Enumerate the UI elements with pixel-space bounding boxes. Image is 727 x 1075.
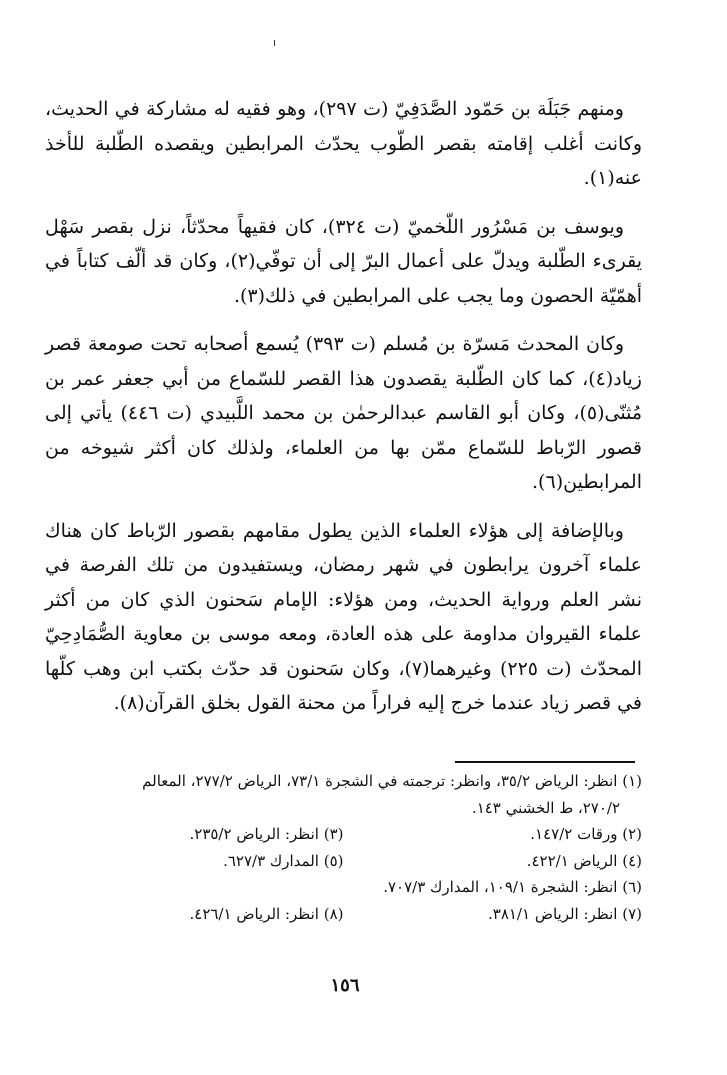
footnotes — [45, 768, 642, 927]
footnote-7: (٧) انظر: الرياض ٣٨١/١. — [487, 904, 642, 923]
page-number: ١٥٦ — [330, 975, 360, 996]
paragraph-4: وبالإضافة إلى هؤلاء العلماء الذين يطول مقامهم بقصور الرّباط كان هناك علماء آخرون يرابطون في شهر رمضان، ويستفيدون من تلك الفرصة في نشر العلم ورواية الحديث، ومن هؤلاء: الإمام سَحنون الذي كان من أكثر علماء القيروان مداومة على هذه العادة، ومعه موسى بن معاوية الصُّمَادِحِيّ المحدّث (ت ٢٢٥) وغيرهما(٧)، وكان سَحنون قد حدّث بكتب ابن وهب كلّها في قصر زياد عندما خرج إليه فراراً من محنة القول بخلق القرآن(٨). — [45, 519, 642, 714]
footnote-8: (٨) انظر: الرياض ٤٢٦/١. — [189, 904, 344, 923]
footnote-4: (٤) الرياض ٤٢٢/١. — [526, 851, 642, 870]
paragraph-2: ويوسف بن مَسْرُور اللّخميّ (ت ٣٢٤)، كان فقيهاً محدّثاً، نزل بقصر سَهْل يقرىء الطّلبة ويدلّ على أعمال البرّ إلى أن توفّي(٢)، وكان قد ألّف كتاباً في أهمّيّة الحصون وما يجب على المرابطين في ذلك(٣). — [45, 215, 642, 307]
footnote-row-2-3 — [45, 821, 642, 848]
footnote-separator — [455, 761, 635, 763]
paragraph-3: وكان المحدث مَسرّة بن مُسلم (ت ٣٩٣) يُسمع أصحابه تحت صومعة قصر زياد(٤)، كما كان الطّلبة يقصدون هذا القصر للسّماع من أبي جعفر عمر بن مُثنّى(٥)، وكان أبو القاسم عبدالرحمٰن بن محمد اللَّبيدي (ت ٤٤٦) يأتي إلى قصور الرّباط للسّماع ممّن بها من العلماء، ولذلك كان أكثر شيوخه من المرابطين(٦). — [45, 333, 643, 493]
footnote-1-line-1: (١) انظر: الرياض ٣٥/٢، وانظر: ترجمته في الشجرة ٧٣/١، الرياض ٢٧٧/٢، المعالم — [142, 772, 642, 790]
footnote-row-7-8 — [45, 901, 642, 928]
main-text — [45, 92, 642, 735]
footnote-1 — [45, 768, 642, 821]
footnote-3: (٣) انظر: الرياض ٢٣٥/٢. — [189, 825, 344, 843]
footnote-6: (٦) انظر: الشجرة ١٠٩/١، المدارك ٧٠٧/٣. — [383, 878, 642, 896]
footnote-2: (٢) ورقات ١٤٧/٢. — [530, 825, 642, 843]
paragraph-1: ومنهم جَبَلَة بن حَمّود الصَّدَفِيّ (ت ٢٩٧)، وهو فقيه له مشاركة في الحديث، وكانت أغلب إقامته بقصر الطّوب يحدّث المرابطين ويقصده الطّلبة للأخذ عنه(١). — [45, 98, 642, 189]
footnote-1-line-2: ٢٧٠/٢، ط الخشني ١٤٣. — [471, 798, 620, 817]
page-mark — [274, 40, 275, 46]
footnote-5: (٥) المدارك ٦٢٧/٣. — [223, 851, 344, 870]
footnote-row-4-5 — [45, 848, 642, 875]
